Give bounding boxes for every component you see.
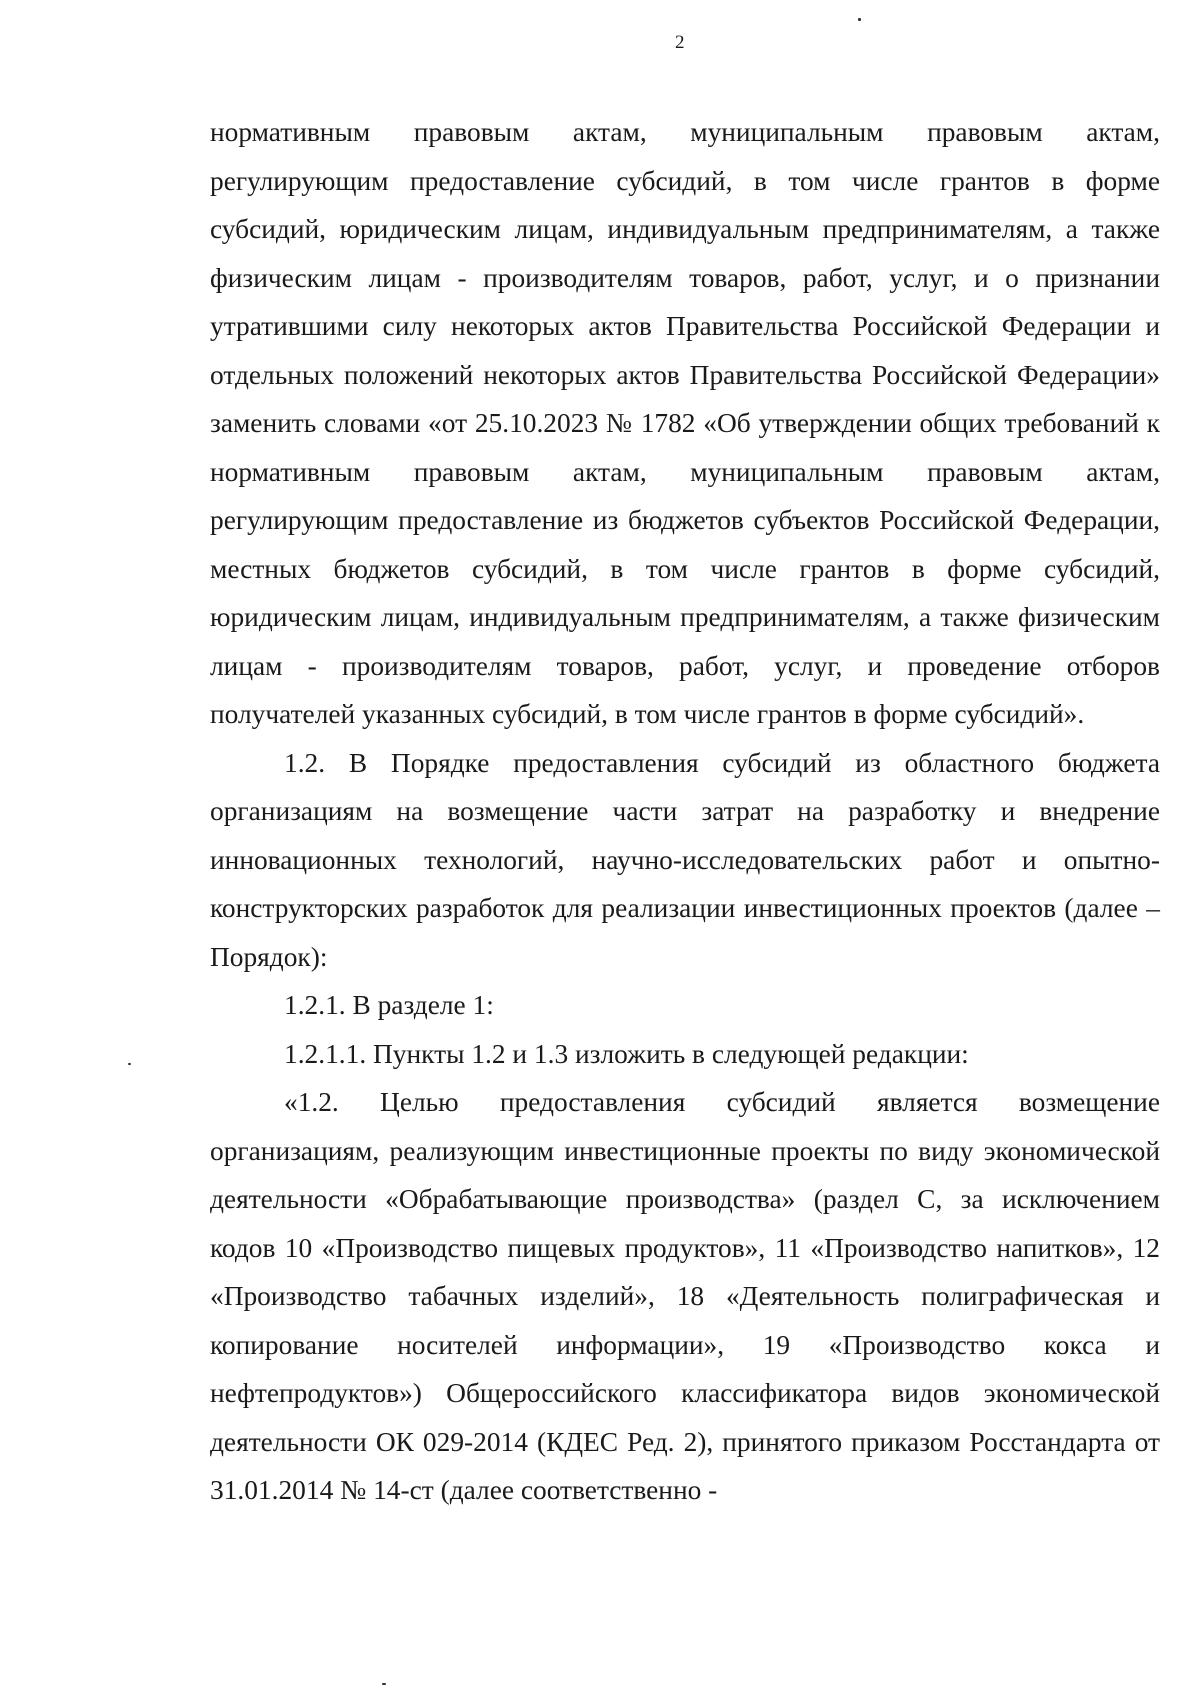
paragraph-1-2-1-1: 1.2.1.1. Пункты 1.2 и 1.3 изложить в следующей редакции:	[284, 1038, 969, 1069]
scan-speck	[382, 1683, 386, 1685]
scan-speck	[128, 1063, 131, 1065]
page-number: 2	[675, 32, 685, 53]
paragraph-1-2-1: 1.2.1. В разделе 1:	[284, 990, 494, 1020]
paragraph-quoted-1-2: «1.2. Целью предоставления субсидий является возмещение организациям, реализующим инвестиционные проекты по виду экономической деятельности «Обрабатывающие производства» (раздел С, за исключением кодов 10 «Производство пищевых продуктов», 11 «Производство напитков», 12 «Производство табачных изделий», 18 «Деятельность полиграфическая и копирование носителей информации», 19 «Производство кокса и нефтепродуктов») Общероссийского классификатора видов экономической деятельности ОК 029-2014 (КДЕС Ред. 2), принятого приказом Росстандарта от 31.01.2014 № 14-ст (далее соответственно -	[210, 1087, 1160, 1505]
paragraph-1-2: 1.2. В Порядке предоставления субсидий из областного бюджета организациям на возмещение части затрат на разработку и внедрение инновационных технологий, научно-исследовательских работ и опытно-конструкторских разработок для реализации инвестиционных проектов (далее – Порядок):	[210, 747, 1160, 972]
paragraph-continuation: нормативным правовым актам, муниципальным правовым актам, регулирующим предоставление субсидий, в том числе грантов в форме субсидий, юридическим лицам, индивидуальным предпринимателям, а также физическим лицам - производителям товаров, работ, услуг, и о признании утратившими силу некоторых актов Правительства Российской Федерации и отдельных положений некоторых актов Правительства Российской Федерации» заменить словами «от 25.10.2023 № 1782 «Об утверждении общих требований к нормативным правовым актам, муниципальным правовым актам, регулирующим предоставление из бюджетов субъектов Российской Федерации, местных бюджетов субсидий, в том числе грантов в форме субсидий, юридическим лицам, индивидуальным предпринимателям, а также физическим лицам - производителям товаров, работ, услуг, и проведение отборов получателей указанных субсидий, в том числе грантов в форме субсидий».	[210, 117, 1160, 729]
scan-speck	[858, 18, 861, 21]
document-body	[210, 108, 1160, 1515]
